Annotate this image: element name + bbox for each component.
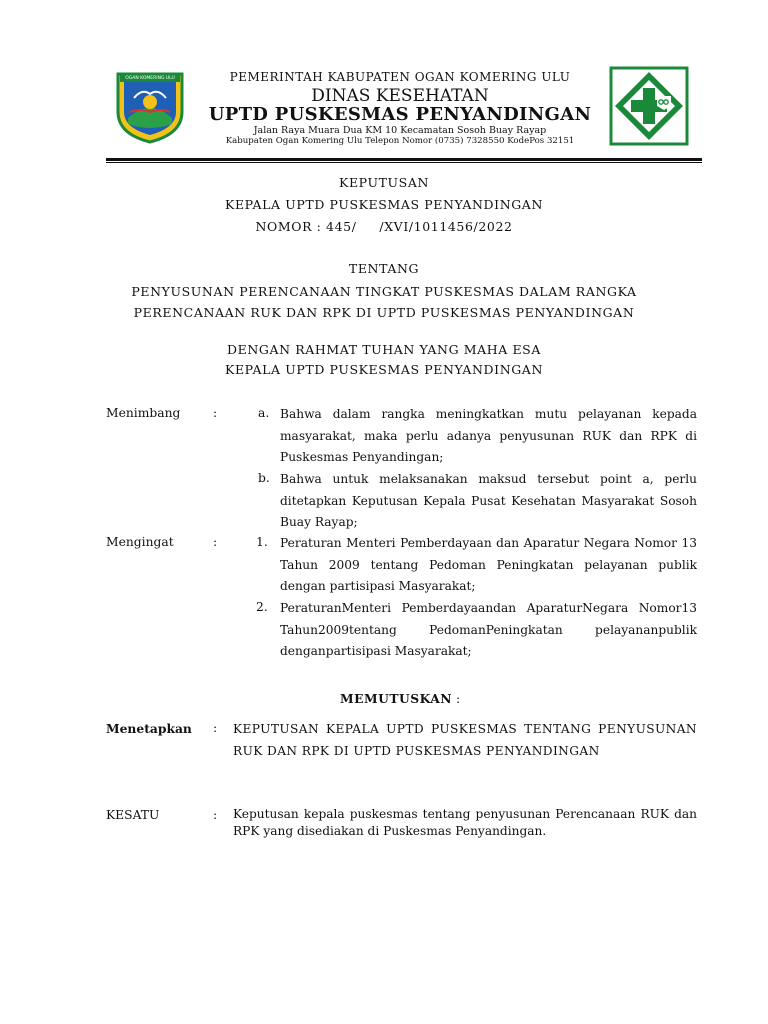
mengingat-label: Mengingat	[106, 535, 174, 549]
kesatu-text: Keputusan kepala puskesmas tentang penyusunan Perencanaan RUK dan RPK yang disediakan di Puskesmas Penyandingan.	[233, 807, 697, 838]
menetapkan-label: Menetapkan	[106, 721, 192, 736]
puskesmas-logo	[609, 66, 689, 146]
header-contact: Kabupaten Ogan Komering Ulu Telepon Nomor (0735) 7328550 KodePos 32151	[225, 136, 575, 146]
menetapkan-colon: :	[213, 721, 218, 735]
menimbang-a-text: Bahwa dalam rangka meningkatkan mutu pelayanan kepada masyarakat, maka perlu adanya penyusunan RUK dan RPK di Puskesmas Penyandingan;	[280, 407, 697, 464]
menimbang-b-text: Bahwa untuk melaksanakan maksud tersebut point a, perlu ditetapkan Keputusan Kepala Pusat Kesehatan Masyarakat Sosoh Buay Rayap;	[280, 472, 697, 529]
blessing-line: DENGAN RAHMAT TUHAN YANG MAHA ESA	[227, 342, 541, 357]
decree-number: NOMOR : 445/ /XVI/1011456/2022	[255, 219, 513, 234]
menimbang-label: Menimbang	[106, 406, 181, 420]
mengingat-1-text: Peraturan Menteri Pemberdayaan dan Aparatur Negara Nomor 13 Tahun 2009 tentang Pedoman Peningkatan pelayanan publik dengan partisipasi Masyarakat;	[280, 536, 697, 593]
subject-line-2: PERENCANAAN RUK DAN RPK DI UPTD PUSKESMAS PENYANDINGAN	[133, 305, 635, 320]
kesatu-label: KESATU	[106, 808, 160, 822]
mengingat-2-text: PeraturanMenteri Pemberdayaandan AparaturNegara Nomor13 Tahun2009tentang PedomanPeningkatan pelayananpublik denganpartisipasi Masyarakat;	[280, 601, 697, 658]
header-rule-thick	[106, 158, 702, 161]
header-address: Jalan Raya Muara Dua KM 10 Kecamatan Sosoh Buay Rayap	[253, 125, 547, 136]
logo-caption: OGAN KOMERING ULU	[125, 76, 175, 81]
memutuskan-colon: :	[455, 692, 461, 706]
regency-logo	[112, 68, 188, 144]
memutuskan-label: MEMUTUSKAN	[340, 691, 453, 706]
issuer-line: KEPALA UPTD PUSKESMAS PENYANDINGAN	[225, 362, 543, 377]
menimbang-b-marker: b.	[258, 471, 270, 485]
mengingat-1-marker: 1.	[256, 535, 268, 549]
memutuskan-heading	[340, 691, 460, 706]
header-government: PEMERINTAH KABUPATEN OGAN KOMERING ULU	[229, 70, 571, 84]
header-institution: UPTD PUSKESMAS PENYANDINGAN	[208, 104, 592, 125]
decree-issuer: KEPALA UPTD PUSKESMAS PENYANDINGAN	[225, 197, 543, 212]
header-rule-thin	[106, 162, 702, 163]
subject-line-1: PENYUSUNAN PERENCANAAN TINGKAT PUSKESMAS DALAM RANGKA	[131, 284, 637, 299]
menimbang-a-marker: a.	[258, 406, 270, 420]
mengingat-colon: :	[213, 535, 218, 549]
menimbang-colon: :	[213, 406, 218, 420]
about-heading: TENTANG	[348, 261, 420, 276]
header-agency: DINAS KESEHATAN	[311, 86, 489, 106]
kesatu-colon: :	[213, 808, 218, 822]
mengingat-2-marker: 2.	[256, 600, 268, 614]
menetapkan-text: KEPUTUSAN KEPALA UPTD PUSKESMAS TENTANG PENYUSUNAN RUK DAN RPK DI UPTD PUSKESMAS PENYANDINGAN	[233, 722, 697, 758]
decree-heading: KEPUTUSAN	[339, 175, 429, 190]
